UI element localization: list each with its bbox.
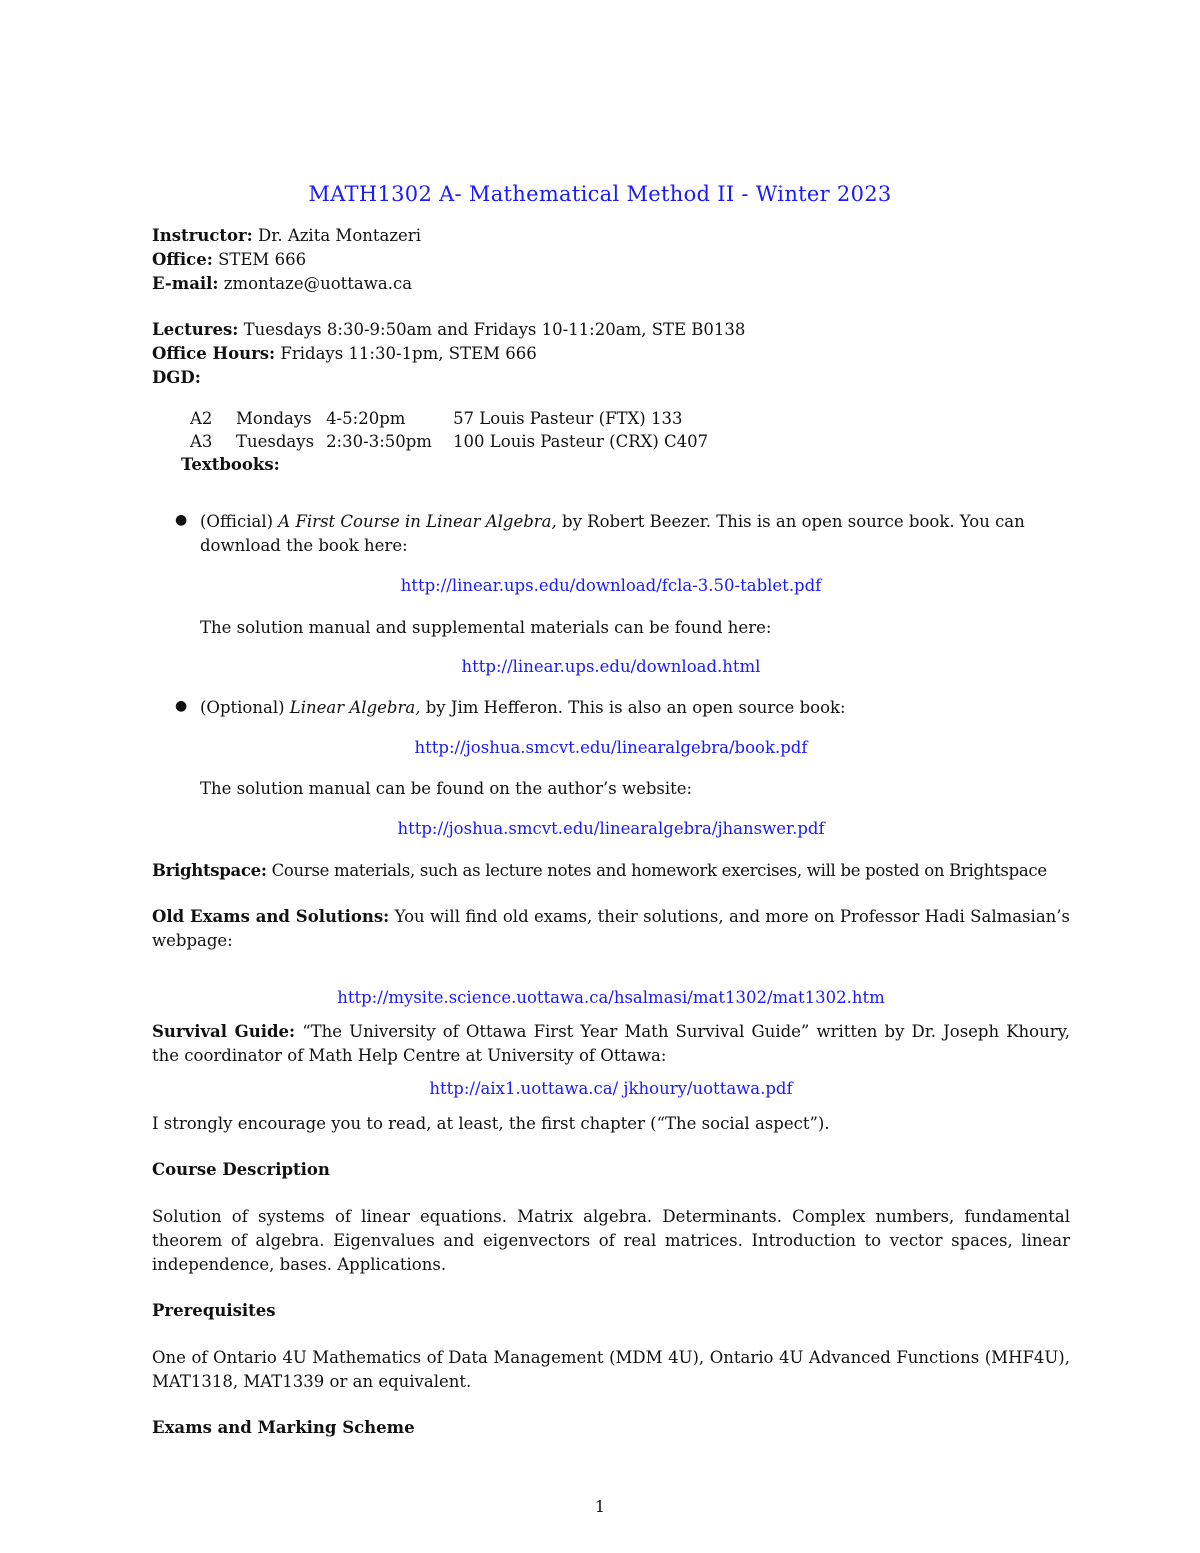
optional-book-title: Linear Algebra,	[289, 698, 421, 717]
dgd-day: Mondays	[236, 409, 312, 428]
exams-heading: Exams and Marking Scheme	[152, 1418, 415, 1437]
survival-guide-label: Survival Guide:	[152, 1022, 296, 1041]
survival-guide-link-wrap	[152, 1077, 1070, 1101]
old-exams-link-wrap	[152, 986, 1070, 1010]
textbooks-label: Textbooks:	[181, 455, 280, 474]
table-row	[190, 407, 720, 430]
official-book-text: by Robert Beezer. This is an open source book. You can	[562, 512, 1025, 531]
office-hours-label: Office Hours:	[152, 344, 276, 363]
office-line	[152, 248, 1070, 272]
lectures-value: Tuesdays 8:30-9:50am and Fridays 10-11:20am, STE B0138	[243, 320, 746, 339]
optional-book-link-wrap	[152, 736, 1070, 760]
official-solution-link[interactable]: http://linear.ups.edu/download.html	[461, 657, 761, 676]
optional-solution-text: The solution manual can be found on the author’s website:	[200, 779, 693, 798]
dgd-day: Tuesdays	[236, 432, 315, 451]
brightspace-value: Course materials, such as lecture notes and homework exercises, will be posted on Brightspace	[271, 861, 1047, 880]
optional-book-text: by Jim Hefferon. This is also an open source book:	[425, 698, 846, 717]
dgd-label: DGD:	[152, 368, 201, 387]
official-book-line2: download the book here:	[200, 536, 408, 555]
official-book-line1	[200, 510, 1070, 534]
dgd-time: 4-5:20pm	[326, 409, 406, 428]
dgd-section: A2	[190, 409, 213, 428]
official-book-link[interactable]: http://linear.ups.edu/download/fcla-3.50-tablet.pdf	[400, 576, 822, 595]
page-number: 1	[594, 1497, 606, 1516]
official-solution-text: The solution manual and supplemental materials can be found here:	[200, 618, 772, 637]
old-exams-paragraph	[152, 905, 1070, 953]
official-solution-link-wrap	[152, 655, 1070, 679]
old-exams-label: Old Exams and Solutions:	[152, 907, 390, 926]
bullet-icon: ●	[175, 698, 188, 714]
lectures-label: Lectures:	[152, 320, 239, 339]
optional-book-line	[200, 696, 1070, 720]
old-exams-value: You will find old exams, their solutions, and more on Professor Hadi Salmasian’s webpage:	[152, 907, 1071, 950]
prerequisites-heading: Prerequisites	[152, 1301, 276, 1320]
dgd-location: 100 Louis Pasteur (CRX) C407	[453, 432, 709, 451]
optional-prefix: (Optional)	[200, 698, 285, 717]
page-title: MATH1302 A- Mathematical Method II - Winter 2023	[308, 182, 892, 206]
survival-guide-value: “The University of Ottawa First Year Math Survival Guide” written by Dr. Joseph Khoury, the coordinator of Math Help Centre at University of Ottawa:	[152, 1022, 1071, 1065]
prerequisites-text: One of Ontario 4U Mathematics of Data Management (MDM 4U), Ontario 4U Advanced Functions (MHF4U), MAT1318, MAT1339 or an equivalent.	[152, 1348, 1070, 1391]
bullet-icon: ●	[175, 512, 188, 528]
optional-solution-link[interactable]: http://joshua.smcvt.edu/linearalgebra/jhanswer.pdf	[397, 819, 825, 838]
optional-book-link[interactable]: http://joshua.smcvt.edu/linearalgebra/book.pdf	[414, 738, 808, 757]
survival-guide-link[interactable]: http://aix1.uottawa.ca/ jkhoury/uottawa.pdf	[429, 1079, 793, 1098]
optional-solution-link-wrap	[152, 817, 1070, 841]
lectures-line	[152, 318, 1070, 342]
office-value: STEM 666	[218, 250, 307, 269]
old-exams-link[interactable]: http://mysite.science.uottawa.ca/hsalmasi/mat1302/mat1302.htm	[337, 988, 885, 1007]
brightspace-line	[152, 859, 1070, 883]
course-description-heading: Course Description	[152, 1160, 330, 1179]
official-book-link-wrap	[152, 574, 1070, 598]
instructor-value: Dr. Azita Montazeri	[258, 226, 421, 245]
brightspace-label: Brightspace:	[152, 861, 267, 880]
course-description-text: Solution of systems of linear equations. Matrix algebra. Determinants. Complex numbers, fundamental theorem of algebra. Eigenvalues and eigenvectors of real matrices. Introduction to vector spaces, linear independence, bases. Applications.	[152, 1207, 1070, 1274]
survival-guide-paragraph	[152, 1020, 1070, 1068]
email-label: E-mail:	[152, 274, 219, 293]
dgd-time: 2:30-3:50pm	[326, 432, 432, 451]
table-row	[190, 430, 720, 453]
office-hours-value: Fridays 11:30-1pm, STEM 666	[280, 344, 537, 363]
email-line	[152, 272, 1070, 296]
survival-guide-note: I strongly encourage you to read, at least, the first chapter (“The social aspect”).	[152, 1114, 830, 1133]
official-book-title: A First Course in Linear Algebra,	[278, 512, 557, 531]
office-label: Office:	[152, 250, 213, 269]
email-value[interactable]: zmontaze@uottawa.ca	[223, 274, 413, 293]
official-prefix: (Official)	[200, 512, 274, 531]
dgd-location: 57 Louis Pasteur (FTX) 133	[453, 409, 683, 428]
dgd-table	[190, 407, 720, 453]
office-hours-line	[152, 342, 1070, 366]
dgd-section: A3	[190, 432, 213, 451]
instructor-label: Instructor:	[152, 226, 253, 245]
instructor-line	[152, 224, 1070, 248]
